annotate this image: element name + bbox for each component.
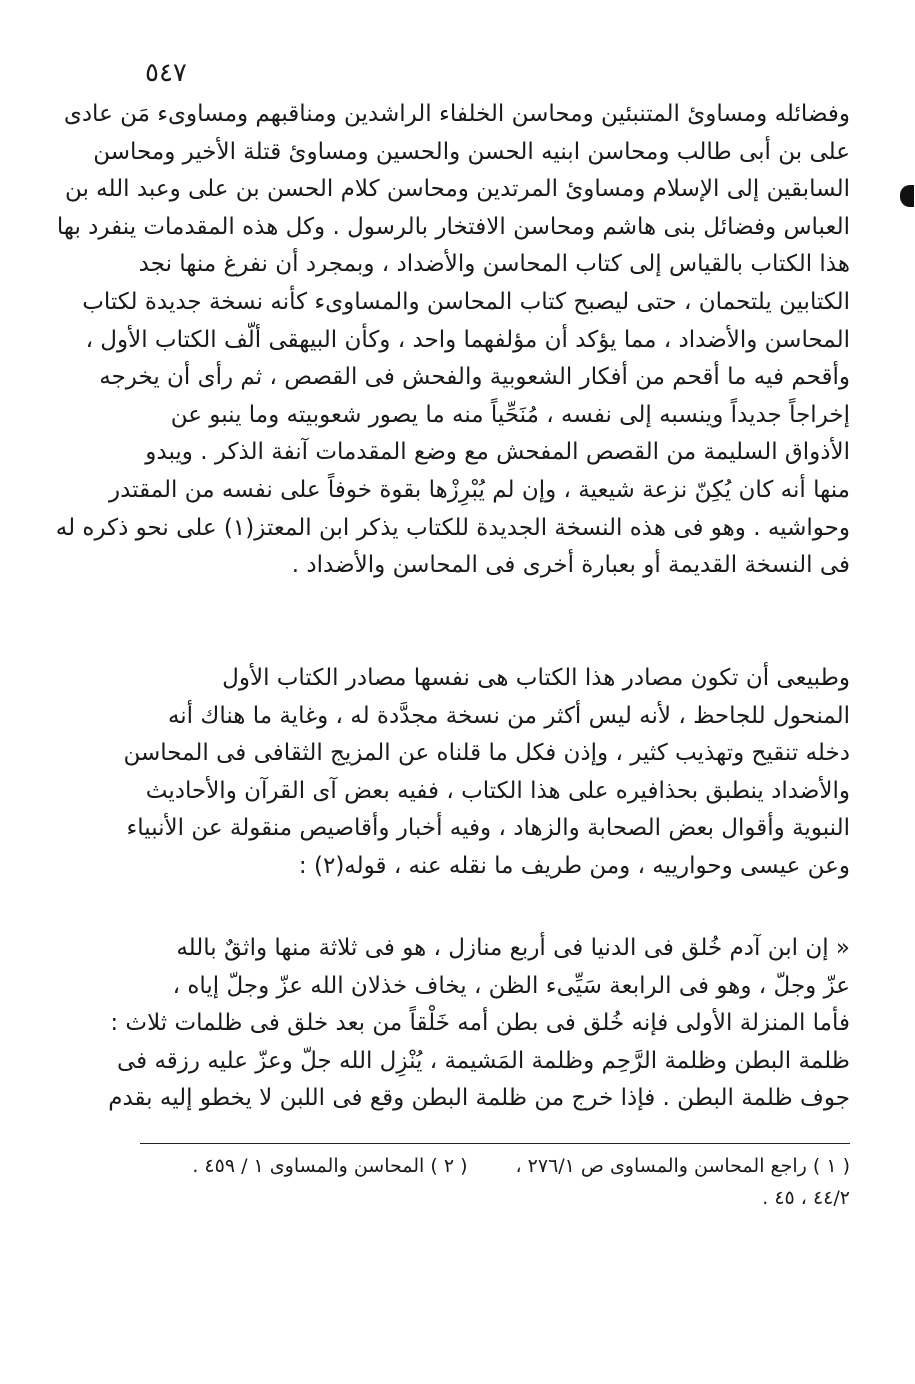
footnote-1-continuation: ٤٤/٢ ، ٤٥ . [762, 1187, 850, 1209]
margin-tab-mark [900, 185, 914, 207]
text-line: المنحول للجاحظ ، لأنه ليس أكثر من نسخة مجدَّدة له ، وغاية ما هناك أنه [167, 702, 850, 729]
paragraph-1 [55, 96, 850, 585]
text-line: المحاسن والأضداد ، مما يؤكد أن مؤلفهما واحد ، وكأن البيهقى ألّف الكتاب الأول ، [85, 326, 850, 353]
text-line: عزّ وجلّ ، وهو فى الرابعة سَيِّىء الظن ، يخاف خذلان الله عزّ وجلّ إياه ، [172, 972, 850, 999]
footnote-row [140, 1150, 850, 1182]
text-line: العباس وفضائل بنى هاشم ومحاسن الافتخار بالرسول . وكل هذه المقدمات ينفرد بها [56, 213, 850, 240]
text-line: ظلمة البطن وظلمة الرَّحِم وظلمة المَشيمة ، يُنْزِل الله جلّ وعزّ عليه رزقه فى [117, 1047, 850, 1074]
page-number: ٥٤٧ [145, 58, 187, 88]
paragraph-3-quotation [108, 930, 850, 1118]
text-line: الكتابين يلتحمان ، حتى ليصبح كتاب المحاسن والمساوىء كأنه نسخة جديدة لكتاب [82, 288, 850, 315]
footnotes [140, 1150, 850, 1214]
text-line: هذا الكتاب بالقياس إلى كتاب المحاسن والأضداد ، وبمجرد أن نفرغ منها نجد [138, 251, 850, 278]
text-line: وعن عيسى وحوارييه ، ومن طريف ما نقله عنه ، قوله(٢) : [298, 852, 850, 879]
text-line: على بن أبى طالب ومحاسن ابنيه الحسن والحسين ومساوئ قتلة الأخير ومحاسن [93, 138, 850, 165]
text-line: وحواشيه . وهو فى هذه النسخة الجديدة للكتاب يذكر ابن المعتز(١) على نحو ذكره له [55, 514, 850, 541]
text-line: فأما المنزلة الأولى فإنه خُلق فى بطن أمه خَلْقاً من بعد خلق فى ظلمات ثلاث : [110, 1010, 850, 1037]
footnote-1: ( ١ ) راجع المحاسن والمساوى ص ٢٧٦/١ ، [515, 1155, 850, 1177]
text-line: منها أنه كان يُكِنّ نزعة شيعية ، وإن لم يُبْرِزْها بقوة خوفاً على نفسه من المقتدر [109, 476, 850, 503]
text-line: وطبيعى أن تكون مصادر هذا الكتاب هى نفسها مصادر الكتاب الأول [222, 665, 850, 691]
text-line: النبوية وأقوال بعض الصحابة والزهاد ، وفيه أخبار وأقاصيص منقولة عن الأنبياء [126, 815, 850, 842]
text-line: الأذواق السليمة من القصص المفحش مع وضع المقدمات آنفة الذكر . ويبدو [145, 439, 850, 466]
text-line: دخله تنقيح وتهذيب كثير ، وإذن فكل ما قلناه عن المزيج الثقافى فى المحاسن [123, 740, 850, 767]
text-line: والأضداد ينطبق بحذافيره على هذا الكتاب ، ففيه بعض آى القرآن والأحاديث [145, 777, 850, 804]
text-line: جوف ظلمة البطن . فإذا خرج من ظلمة البطن وقع فى اللبن لا يخطو إليه بقدم [108, 1085, 850, 1112]
text-line: وأقحم فيه ما أقحم من أفكار الشعوبية والفحش فى القصص ، ثم رأى أن يخرجه [99, 364, 850, 391]
text-line: السابقين إلى الإسلام ومساوئ المرتدين ومحاسن كلام الحسن بن على وعبد الله بن [64, 176, 850, 203]
text-line: فى النسخة القديمة أو بعبارة أخرى فى المحاسن والأضداد . [291, 552, 850, 579]
footnote-divider [140, 1143, 850, 1144]
text-line: إخراجاً جديداً وينسبه إلى نفسه ، مُنَحِّياً منه ما يصور شعوبيته وما ينبو عن [170, 401, 850, 428]
text-line: وفضائله ومساوئ المتنبئين ومحاسن الخلفاء الراشدين ومناقبهم ومساوىء مَن عادى [63, 101, 850, 127]
text-line: « إن ابن آدم خُلق فى الدنيا فى أربع منازل ، هو فى ثلاثة منها واثقٌ بالله [176, 935, 850, 961]
footnote-2: ( ٢ ) المحاسن والمساوى ١ / ٤٥٩ . [192, 1155, 468, 1177]
paragraph-2 [123, 660, 850, 886]
